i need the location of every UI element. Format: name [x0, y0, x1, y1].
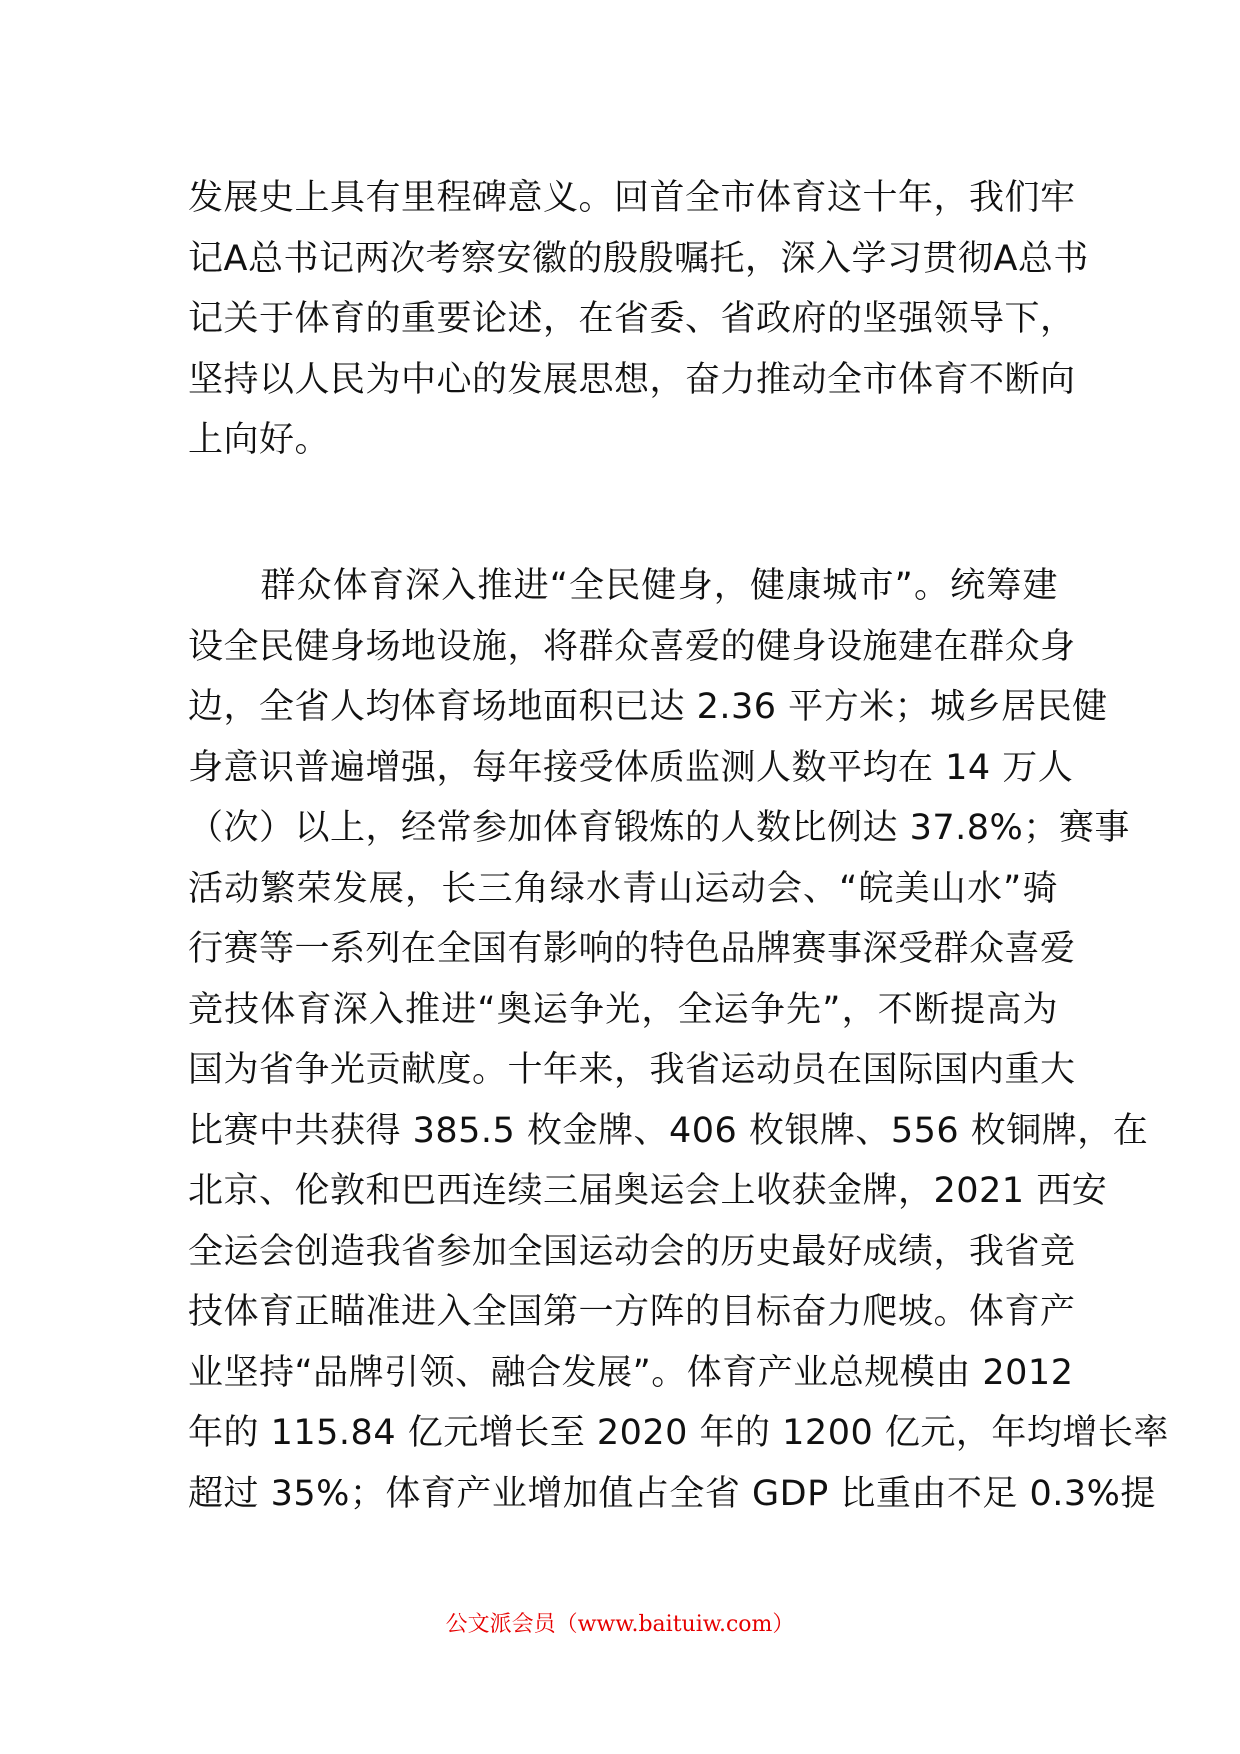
- paragraph-2: [188, 556, 1169, 1524]
- paragraph-line: 上向好。: [188, 420, 331, 460]
- paragraph-line: 全运会创造我省参加全国运动会的历史最好成绩，我省竞: [188, 1231, 1076, 1272]
- paragraph-line: 坚持以人民为中心的发展思想，奋力推动全市体育不断向: [188, 359, 1076, 400]
- paragraph-line: 身意识普遍增强，每年接受体质监测人数平均在 14 万人: [188, 747, 1074, 788]
- paragraph-line: 竞技体育深入推进“奥运争光，全运争先”，不断提高为: [188, 989, 1058, 1030]
- paragraph-line: 国为省争光贡献度。十年来，我省运动员在国际国内重大: [188, 1050, 1076, 1090]
- paragraph-line: 边，全省人均体育场地面积已达 2.36 平方米；城乡居民健: [188, 687, 1108, 727]
- paragraph-line: 记A总书记两次考察安徽的殷殷嘱托，深入学习贯彻A总书: [188, 238, 1089, 279]
- paragraph-line: 技体育正瞄准进入全国第一方阵的目标奋力爬坡。体育产: [188, 1292, 1076, 1332]
- paragraph-line: 比赛中共获得 385.5 枚金牌、406 枚银牌、556 枚铜牌，在: [188, 1110, 1149, 1151]
- paragraph-line: 超过 35%；体育产业增加值占全省 GDP 比重由不足 0.3%提: [188, 1473, 1156, 1514]
- paragraph-line: 设全民健身场地设施，将群众喜爱的健身设施建在群众身: [188, 626, 1076, 667]
- paragraph-line: 行赛等一系列在全国有影响的特色品牌赛事深受群众喜爱: [188, 929, 1076, 969]
- paragraph-line: （次）以上，经常参加体育锻炼的人数比例达 37.8%；赛事: [188, 808, 1130, 848]
- paragraph-line: 年的 115.84 亿元增长至 2020 年的 1200 亿元，年均增长率: [188, 1413, 1169, 1453]
- paragraph-1: [188, 168, 1089, 471]
- paragraph-line: 发展史上具有里程碑意义。回首全市体育这十年，我们牢: [188, 178, 1076, 218]
- paragraph-line: 业坚持“品牌引领、融合发展”。体育产业总规模由 2012: [188, 1352, 1074, 1393]
- paragraph-line: 活动繁荣发展，长三角绿水青山运动会、“皖美山水”骑: [188, 868, 1058, 909]
- paragraph-line: 记关于体育的重要论述，在省委、省政府的坚强领导下，: [188, 299, 1076, 339]
- paragraph-line: 群众体育深入推进“全民健身，健康城市”。统筹建: [188, 566, 1058, 606]
- footer-watermark: 公文派会员（www.baituiw.com）: [445, 1612, 795, 1637]
- paragraph-line: 北京、伦敦和巴西连续三届奥运会上收获金牌，2021 西安: [188, 1171, 1108, 1211]
